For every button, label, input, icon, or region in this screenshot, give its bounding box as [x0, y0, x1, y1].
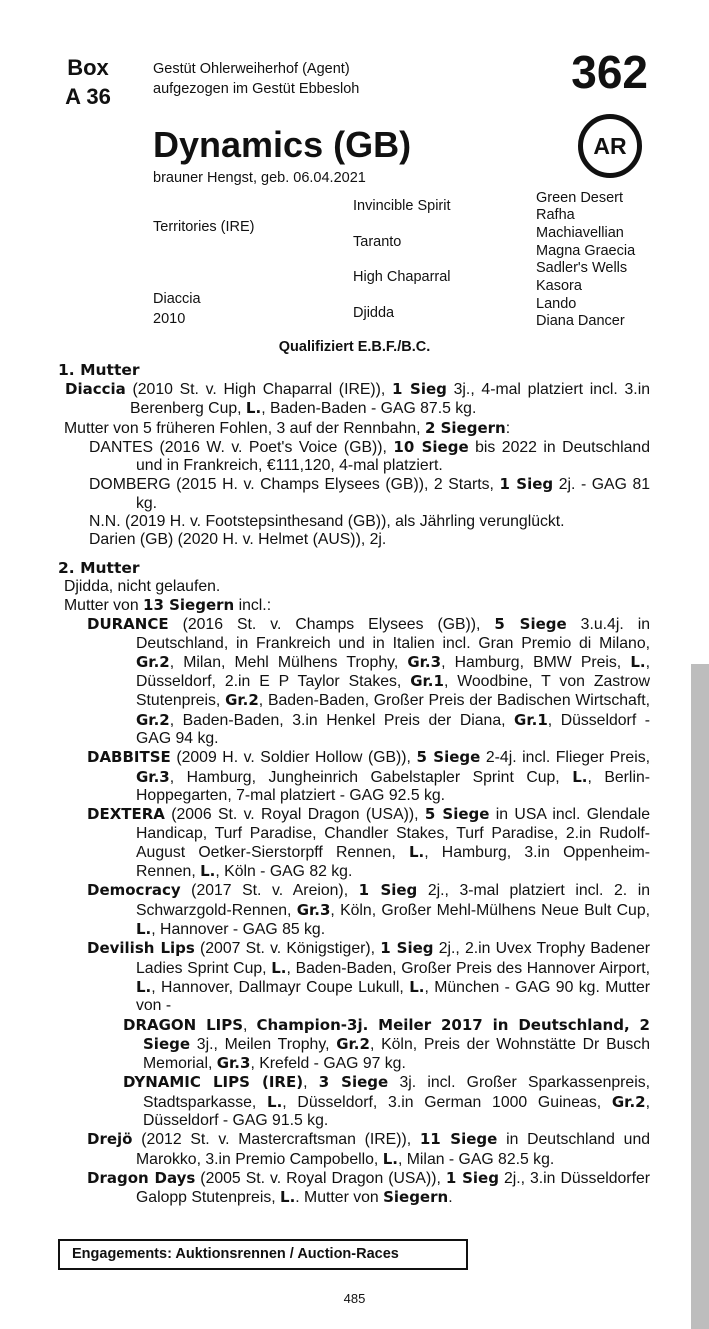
entry-dragon-lips: DRAGON LIPS, Champion-3j. Meiler 2017 in Deutschland, 2 Siege 3j., Meilen Trophy, Gr.2, Köln, Preis der Wohnstätte Dr Busch Memorial, Gr.3, Krefeld - GAG 97 kg. — [123, 1015, 650, 1073]
pedigree-ggp-1: Green Desert — [536, 190, 624, 206]
box-label — [57, 53, 119, 111]
entry-drejo: Drejö (2012 St. v. Mastercraftsman (IRE)), 11 Siege in Deutschland und Marokko, 3.in Premio Campobello, L., Milan - GAG 82.5 kg. — [87, 1130, 651, 1168]
engagements-box: Engagements: Auktionsrennen / Auction-Races — [58, 1239, 468, 1270]
pedigree-grandsire-2: Taranto — [353, 234, 402, 250]
pedigree-ggp-8: Diana Dancer — [536, 313, 625, 329]
consignor-info — [153, 59, 359, 99]
pedigree-grandsire-1: Invincible Spirit — [353, 198, 451, 214]
pedigree-sire: Territories (IRE) — [153, 219, 255, 235]
entry-dynamic-lips: DYNAMIC LIPS (IRE), 3 Siege 3j. incl. Großer Sparkassenpreis, Stadtsparkasse, L., Düsseldorf, 3.in German 1000 Guineas, Gr.2, Düsseldorf - GAG 91.5 kg. — [123, 1073, 650, 1129]
entry-diaccia: Diaccia (2010 St. v. High Chaparral (IRE)), 1 Sieg 3j., 4-mal platziert incl. 3.in Berenberg Cup, L., Baden-Baden - GAG 87.5 kg. — [65, 380, 650, 418]
entry-devilish-lips: Devilish Lips (2007 St. v. Königstiger), 1 Sieg 2j., 2.in Uvex Trophy Badener Ladies Sprint Cup, L., Baden-Baden, Großer Preis des Hannover Airport, L., Hannover, Dallmayr Coupe Lukull, L., München - GAG 90 kg. Mutter von - — [87, 939, 650, 1015]
pedigree-ggp-4: Magna Graecia — [536, 243, 636, 259]
entry-dragon-days: Dragon Days (2005 St. v. Royal Dragon (USA)), 1 Sieg 2j., 3.in Düsseldorfer Galopp Stutenpreis, L.. Mutter von Siegern. — [87, 1168, 650, 1207]
side-tab-bar — [691, 664, 709, 1329]
box-label-line2: A 36 — [65, 84, 111, 109]
entry-dantes: DANTES (2016 W. v. Poet's Voice (GB)), 10 Siege bis 2022 in Deutschland und in Frankreich, €111,120, 4-mal platziert. — [89, 437, 650, 475]
main-content — [58, 361, 650, 1207]
pedigree-grandsire-3: High Chaparral — [353, 269, 451, 285]
box-label-line1: Box — [67, 55, 109, 80]
entry-dabbitse: DABBITSE (2009 H. v. Soldier Hollow (GB)), 5 Siege 2-4j. incl. Flieger Preis, Gr.3, Hamburg, Jungheinrich Gabelstapler Sprint Cup, L., Berlin-Hoppegarten, 7-mal platziert - GAG 92.5 kg. — [87, 748, 650, 804]
horse-description: brauner Hengst, geb. 06.04.2021 — [153, 170, 366, 186]
entry-democracy: Democracy (2017 St. v. Areion), 1 Sieg 2j., 3-mal platziert incl. 2. in Schwarzgold-Rennen, Gr.3, Köln, Großer Mehl-Mülhens Neue Bult Cup, L., Hannover - GAG 85 kg. — [87, 881, 651, 939]
entry-dextera: DEXTERA (2006 St. v. Royal Dragon (USA)), 5 Siege in USA incl. Glendale Handicap, Turf Paradise, Chandler Stakes, Turf Paradise, 2.in Rudolf-August Oetker-Sierstorpff Rennen, L., Hamburg, 3.in Oppenheim-Rennen, L., Köln - GAG 82 kg. — [87, 805, 650, 881]
mutter2-summary: Mutter von 13 Siegern incl.: — [64, 595, 272, 614]
pedigree-grandsire-4: Djidda — [353, 305, 395, 321]
pedigree-dam: Diaccia — [153, 291, 201, 307]
entry-durance: DURANCE (2016 St. v. Champs Elysees (GB)), 5 Siege 3.u.4j. in Deutschland, in Frankreich und in Italien incl. Gran Premio di Milano, Gr.2, Milan, Mehl Mülhens Trophy, Gr.3, Hamburg, BMW Preis, L., Düsseldorf, 2.in E P Taylor Stakes, Gr.1, Woodbine, T von Zastrow Stutenpreis, Gr.2, Baden-Baden, Großer Preis der Badischen Wirtschaft, Gr.2, Baden-Baden, 3.in Henkel Preis der Diana, Gr.1, Düsseldorf - GAG 94 kg. — [87, 615, 651, 748]
entry-darien: Darien (GB) (2020 H. v. Helmet (AUS)), 2j. — [89, 531, 387, 549]
qualification-note: Qualifiziert E.B.F./B.C. — [278, 339, 431, 355]
entry-domberg: DOMBERG (2015 H. v. Champs Elysees (GB)), 2 Starts, 1 Sieg 2j. - GAG 81 kg. — [89, 475, 651, 512]
lot-number: 362 — [571, 46, 648, 98]
pedigree-ggp-5: Sadler's Wells — [536, 260, 628, 276]
pedigree-ggp-7: Lando — [536, 296, 577, 312]
consignor-line2: aufgezogen im Gestüt Ebbesloh — [153, 81, 360, 97]
mutter1-summary: Mutter von 5 früheren Fohlen, 3 auf der Rennbahn, 2 Siegern: — [64, 418, 511, 437]
consignor-line1: Gestüt Ohlerweiherhof (Agent) — [153, 61, 350, 77]
section-title-2: 2. Mutter — [58, 558, 140, 577]
pedigree-ggp-2: Rafha — [536, 207, 575, 223]
pedigree-ggp-3: Machiavellian — [536, 225, 624, 241]
ar-badge-label: AR — [593, 132, 627, 159]
page-number: 485 — [343, 1291, 366, 1306]
section-title-1: 1. Mutter — [58, 361, 140, 379]
horse-name: Dynamics (GB) — [153, 124, 412, 165]
ar-badge — [578, 114, 642, 178]
entry-nn: N.N. (2019 H. v. Footstepsinthesand (GB)), als Jährling verunglückt. — [89, 513, 565, 531]
djidda-line: Djidda, nicht gelaufen. — [64, 577, 221, 595]
pedigree-ggp-6: Kasora — [536, 278, 582, 294]
pedigree-dam-year: 2010 — [153, 311, 186, 327]
